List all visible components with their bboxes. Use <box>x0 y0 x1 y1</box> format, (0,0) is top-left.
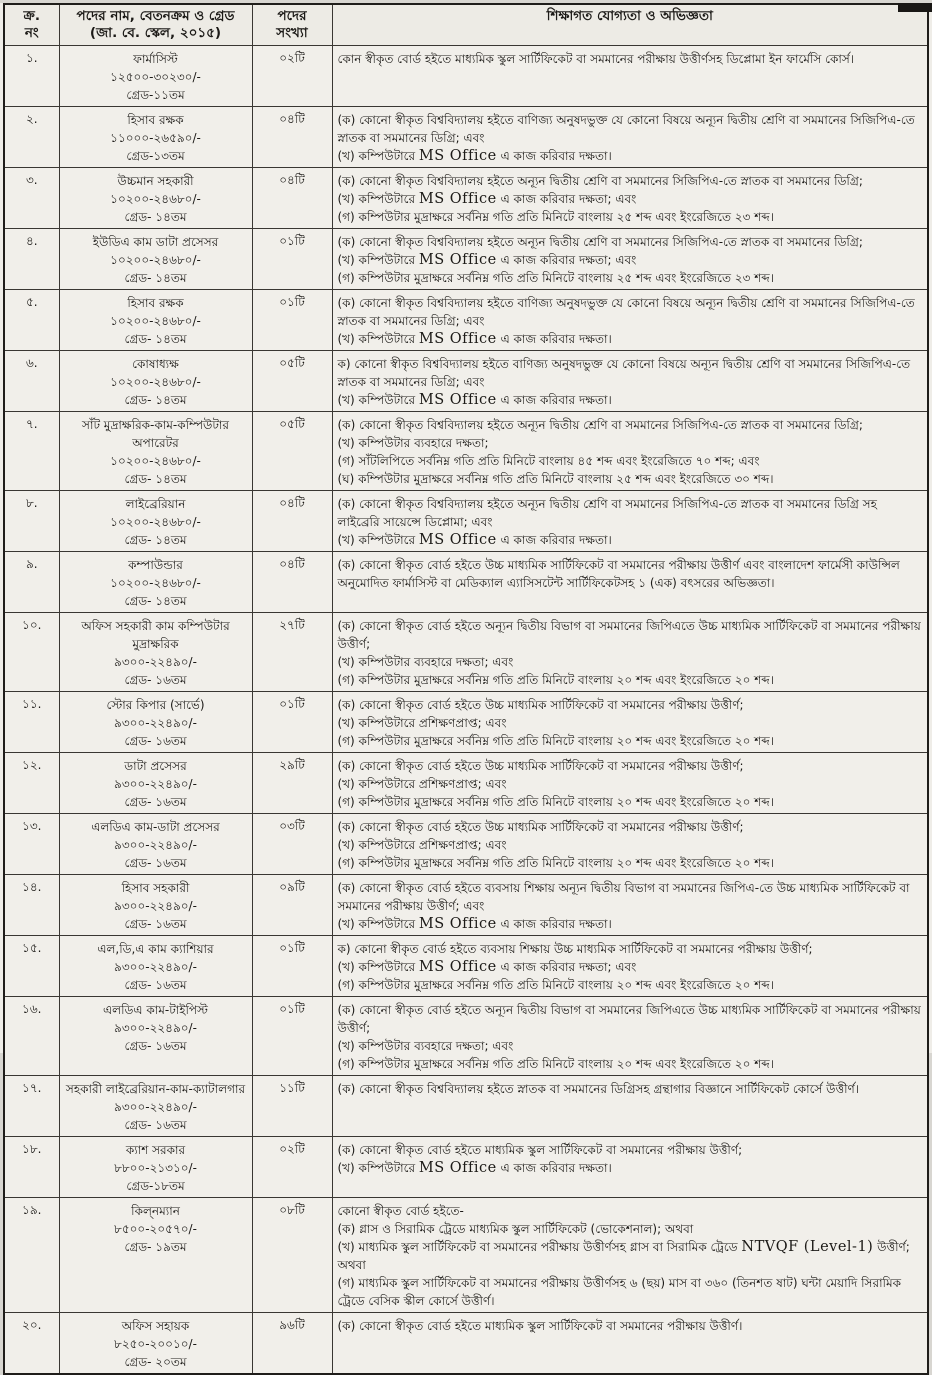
qualification-cell <box>332 1198 928 1313</box>
pay-scale: ৯৩০০-২২৪৯০/- <box>114 655 197 669</box>
pay-scale: ১০২০০-২৪৬৮০/- <box>110 375 201 389</box>
post-cell <box>59 997 252 1076</box>
qualification-line: (গ) কম্পিউটার মুদ্রাক্ষরে সর্বনিম্ন গতি প্রতি মিনিটে বাংলায় ২৫ শব্দ এবং ইংরেজিতে ২৩ শব্দ। <box>337 271 775 285</box>
pay-scale: ১০২০০-২৪৬৮০/- <box>110 576 201 590</box>
vacancy-count: ০১টি <box>252 936 332 997</box>
table-row <box>4 229 928 290</box>
pay-scale: ৮২৫০-২০০১০/- <box>114 1337 197 1351</box>
qualification-line: (গ) কম্পিউটার মুদ্রাক্ষরে সর্বনিম্ন গতি প্রতি মিনিটে বাংলায় ২৫ শব্দ এবং ইংরেজিতে ২৩ শব্দ। <box>337 210 775 224</box>
table-row <box>4 997 928 1076</box>
table-row <box>4 1076 928 1137</box>
serial-cell: ১৮. <box>4 1137 59 1198</box>
qualification-line: (ক) কোনো স্বীকৃত বোর্ড হইতে উচ্চ মাধ্যমিক সার্টিফিকেট বা সমমানের পরীক্ষায় উত্তীর্ণ; <box>337 759 744 773</box>
table-header <box>4 4 928 46</box>
header-serial-line2: নং <box>24 25 39 41</box>
english-term-ms-office: MS Office <box>418 1160 497 1176</box>
grade: গ্রেড- ১৬তম <box>124 856 187 870</box>
table-row <box>4 875 928 936</box>
table-row <box>4 290 928 351</box>
post-name: হিসাব রক্ষক <box>127 113 184 127</box>
post-cell <box>59 229 252 290</box>
pay-scale: ১২৫০০-৩০২৩০/- <box>110 70 201 84</box>
serial-cell: ৭. <box>4 412 59 491</box>
qualification-line: (ক) কোনো স্বীকৃত বিশ্ববিদ্যালয় হইতে অন্যূন দ্বিতীয় শ্রেণি বা সমমানের সিজিপিএ-তে স্নাতক বা সমমানের ডিগ্রি; <box>337 174 863 188</box>
serial-cell: ৩. <box>4 168 59 229</box>
post-name: ডাটা প্রসেসর <box>124 759 187 773</box>
post-name: কম্পাউন্ডার <box>128 558 183 572</box>
table-row <box>4 814 928 875</box>
post-name: এল,ডি,এ কাম ক্যাশিয়ার <box>97 942 214 956</box>
post-name: সাঁট মুদ্রাক্ষরিক-কাম-কম্পিউটার অপারেটর <box>82 418 229 450</box>
qualification-line: (ক) কোনো স্বীকৃত বোর্ড হইতে অন্যূন দ্বিতীয় বিভাগ বা সমমানের জিপিএতে উচ্চ মাধ্যমিক সার্টিফিকেট বা সমমানের পরীক্ষায় উত্তীর্ণ; <box>337 1003 921 1035</box>
qualification-line: (খ) কম্পিউটারে MS Office এ কাজ করিবার দক্ষতা। <box>337 916 612 932</box>
post-name: লাইব্রেরিয়ান <box>125 497 186 511</box>
post-name: উচ্চমান সহকারী <box>117 174 194 188</box>
header-count-line2: সংখ্যা <box>276 25 308 41</box>
pay-scale: ৯৩০০-২২৪৯০/- <box>114 716 197 730</box>
serial-cell: ১১. <box>4 692 59 753</box>
grade: গ্রেড- ১৬তম <box>124 1039 187 1053</box>
serial-cell: ১৫. <box>4 936 59 997</box>
post-cell <box>59 1137 252 1198</box>
job-circular-table <box>3 3 929 1375</box>
header-serial <box>4 4 59 46</box>
vacancy-count: ০১টি <box>252 692 332 753</box>
scan-artifact-mark <box>898 3 932 12</box>
qualification-line: (খ) কম্পিউটারে MS Office এ কাজ করিবার দক্ষতা; এবং <box>337 959 637 975</box>
english-term-ms-office: MS Office <box>418 392 497 408</box>
qualification-cell <box>332 875 928 936</box>
header-count <box>252 4 332 46</box>
grade: গ্রেড- ১৬তম <box>124 917 187 931</box>
post-cell <box>59 1076 252 1137</box>
pay-scale: ১০২০০-২৪৬৮০/- <box>110 454 201 468</box>
qualification-line: কোন স্বীকৃত বোর্ড হইতে মাধ্যমিক স্কুল সার্টিফিকেট বা সমমানের পরীক্ষায় উত্তীর্ণসহ ডিপ্লোমা ইন ফার্মেসি কোর্স। <box>337 52 855 66</box>
grade: গ্রেড- ১৪তম <box>124 210 187 224</box>
post-name: ফার্মাসিস্ট <box>133 52 178 66</box>
qualification-line: (খ) কম্পিউটারে প্রশিক্ষণপ্রাপ্ত; এবং <box>337 838 507 852</box>
serial-cell: ১৭. <box>4 1076 59 1137</box>
serial-cell: ১৪. <box>4 875 59 936</box>
grade: গ্রেড-১১তম <box>126 88 185 102</box>
grade: গ্রেড-১৩তম <box>126 149 185 163</box>
grade: গ্রেড- ১৪তম <box>124 271 187 285</box>
header-qualification: শিক্ষাগত যোগ্যতা ও অভিজ্ঞতা <box>332 4 928 46</box>
grade: গ্রেড- ১৬তম <box>124 1118 187 1132</box>
post-name: ক্যাশ সরকার <box>125 1143 186 1157</box>
serial-cell: ৯. <box>4 552 59 613</box>
qualification-line: (গ) মাধ্যমিক স্কুল সার্টিফিকেট বা সমমানের পরীক্ষায় উত্তীর্ণসহ ৬ (ছয়) মাস বা ৩৬০ (তিনশত ষাট) ঘন্টা মেয়াদি সিরামিক ট্রেডে বেসিক স্কীল কোর্সে উত্তীর্ণ। <box>337 1276 902 1308</box>
vacancy-count: ০৪টি <box>252 552 332 613</box>
post-cell <box>59 290 252 351</box>
grade: গ্রেড-১৮তম <box>126 1179 185 1193</box>
post-cell <box>59 753 252 814</box>
post-cell <box>59 107 252 168</box>
post-name: হিসাব সহকারী <box>121 881 190 895</box>
qualification-line: (ঘ) কম্পিউটার মুদ্রাক্ষরে সর্বনিম্ন গতি প্রতি মিনিটে বাংলায় ২৫ শব্দ এবং ইংরেজিতে ৩০ শব্দ। <box>337 472 774 486</box>
qualification-line: (গ) কম্পিউটার মুদ্রাক্ষরে সর্বনিম্ন গতি প্রতি মিনিটে বাংলায় ২০ শব্দ এবং ইংরেজিতে ২০ শব্দ। <box>337 673 775 687</box>
qualification-cell <box>332 491 928 552</box>
pay-scale: ১০২০০-২৪৬৮০/- <box>110 253 201 267</box>
serial-cell: ৮. <box>4 491 59 552</box>
qualification-cell <box>332 613 928 692</box>
qualification-line: (ক) কোনো স্বীকৃত বিশ্ববিদ্যালয় হইতে অন্যূন দ্বিতীয় শ্রেণি বা সমমানের সিজিপিএ-তে স্নাতক বা সমমানের ডিগ্রি সহ লাইব্রেরি সায়েন্সে ডিপ্লোমা; এবং <box>337 497 877 529</box>
post-cell <box>59 692 252 753</box>
qualification-line: (ক) কোনো স্বীকৃত বোর্ড হইতে উচ্চ মাধ্যমিক সার্টিফিকেট বা সমমানের পরীক্ষায় উত্তীর্ণ এবং বাংলাদেশ ফার্মেসী কাউন্সিল অনুমোদিত ফার্মাসিস্ট বা মেডিক্যাল এ্যাসিসটেন্ট সার্টিফিকেটসহ ১ (এক) বৎসরের অভিজ্ঞতা। <box>337 558 900 590</box>
serial-cell: ২. <box>4 107 59 168</box>
serial-cell: ১০. <box>4 613 59 692</box>
table-body <box>4 46 928 1375</box>
table-row <box>4 552 928 613</box>
post-cell <box>59 351 252 412</box>
post-cell <box>59 875 252 936</box>
vacancy-count: ০২টি <box>252 46 332 107</box>
qualification-cell <box>332 229 928 290</box>
grade: গ্রেড- ১৯তম <box>124 1240 187 1254</box>
english-term-ms-office: MS Office <box>418 916 497 932</box>
qualification-line: (ক) কোনো স্বীকৃত বিশ্ববিদ্যালয় হইতে বাণিজ্য অনুষদভুক্ত যে কোনো বিষয়ে অন্যূন দ্বিতীয় শ্রেণি বা সমমানের সিজিপিএ-তে স্নাতক বা সমমানের ডিগ্রি; এবং <box>337 113 915 145</box>
post-cell <box>59 1313 252 1375</box>
qualification-cell <box>332 814 928 875</box>
english-term-ntvqf: NTVQF (Level-1) <box>741 1239 874 1255</box>
post-cell <box>59 936 252 997</box>
vacancy-count: ০৯টি <box>252 875 332 936</box>
table-row <box>4 351 928 412</box>
qualification-line: (খ) কম্পিউটারে MS Office এ কাজ করিবার দক্ষতা; এবং <box>337 191 637 207</box>
qualification-cell <box>332 1076 928 1137</box>
vacancy-count: ৯৬টি <box>252 1313 332 1375</box>
qualification-line: ক) কোনো স্বীকৃত বোর্ড হইতে ব্যবসায় শিক্ষায় উচ্চ মাধ্যমিক সার্টিফিকেট বা সমমানের পরীক্ষায় উত্তীর্ণ; <box>337 942 813 956</box>
qualification-line: (খ) কম্পিউটারে MS Office এ কাজ করিবার দক্ষতা। <box>337 392 612 408</box>
vacancy-count: ০৪টি <box>252 168 332 229</box>
serial-cell: ১২. <box>4 753 59 814</box>
qualification-line: (খ) কম্পিউটারে MS Office এ কাজ করিবার দক্ষতা। <box>337 532 612 548</box>
scanned-job-circular-page <box>0 3 932 1369</box>
english-term-ms-office: MS Office <box>418 331 497 347</box>
grade: গ্রেড- ১৬তম <box>124 734 187 748</box>
post-name: এলডিএ কাম-ডাটা প্রসেসর <box>91 820 220 834</box>
qualification-cell <box>332 1137 928 1198</box>
post-name: অফিস সহকারী কাম কম্পিউটার মুদ্রাক্ষরিক <box>81 619 230 651</box>
vacancy-count: ০১টি <box>252 229 332 290</box>
post-name: অফিস সহায়ক <box>121 1319 190 1333</box>
vacancy-count: ০৫টি <box>252 412 332 491</box>
grade: গ্রেড- ১৬তম <box>124 978 187 992</box>
qualification-line: (খ) মাধ্যমিক স্কুল সার্টিফিকেট বা সমমানের পরীক্ষায় উত্তীর্ণসহ গ্লাস বা সিরামিক ট্রেডে NTVQF (Level-1) উত্তীর্ণ; অথবা <box>337 1239 910 1272</box>
vacancy-count: ১১টি <box>252 1076 332 1137</box>
table-row <box>4 753 928 814</box>
table-row <box>4 692 928 753</box>
qualification-cell <box>332 46 928 107</box>
post-name: স্টোর কিপার (সার্ভে) <box>106 698 205 712</box>
table-row <box>4 936 928 997</box>
qualification-line: (গ) কম্পিউটার মুদ্রাক্ষরে সর্বনিম্ন গতি প্রতি মিনিটে বাংলায় ২০ শব্দ এবং ইংরেজিতে ২০ শব্দ। <box>337 856 775 870</box>
qualification-cell <box>332 1313 928 1375</box>
vacancy-count: ০১টি <box>252 997 332 1076</box>
post-name: এলডিএ কাম-টাইপিস্ট <box>103 1003 208 1017</box>
serial-cell: ১৬. <box>4 997 59 1076</box>
qualification-line: (খ) কম্পিউটারে MS Office এ কাজ করিবার দক্ষতা; এবং <box>337 252 637 268</box>
pay-scale: ১১০০০-২৬৫৯০/- <box>110 131 201 145</box>
qualification-cell <box>332 692 928 753</box>
qualification-line: (খ) কম্পিউটারে MS Office এ কাজ করিবার দক্ষতা। <box>337 148 612 164</box>
qualification-cell <box>332 168 928 229</box>
post-name: সহকারী লাইব্রেরিয়ান-কাম-ক্যাটালগার <box>65 1082 246 1096</box>
grade: গ্রেড- ১৪তম <box>124 472 187 486</box>
pay-scale: ১০২০০-২৪৬৮০/- <box>110 314 201 328</box>
serial-cell: ১. <box>4 46 59 107</box>
vacancy-count: ০৪টি <box>252 491 332 552</box>
qualification-line: (ক) কোনো স্বীকৃত বোর্ড হইতে অন্যূন দ্বিতীয় বিভাগ বা সমমানের জিপিএতে উচ্চ মাধ্যমিক সার্টিফিকেট বা সমমানের পরীক্ষায় উত্তীর্ণ; <box>337 619 921 651</box>
grade: গ্রেড- ১৪তম <box>124 533 187 547</box>
table-row <box>4 491 928 552</box>
vacancy-count: ০৩টি <box>252 814 332 875</box>
qualification-cell <box>332 412 928 491</box>
qualification-line: (খ) কম্পিউটারে MS Office এ কাজ করিবার দক্ষতা। <box>337 331 612 347</box>
qualification-cell <box>332 997 928 1076</box>
qualification-line: কোনো স্বীকৃত বোর্ড হইতে- <box>337 1204 464 1218</box>
english-term-ms-office: MS Office <box>418 532 497 548</box>
pay-scale: ৯৩০০-২২৪৯০/- <box>114 838 197 852</box>
serial-cell: ২০. <box>4 1313 59 1375</box>
pay-scale: ৮৮০০-২১৩১০/- <box>114 1161 197 1175</box>
qualification-line: (ক) কোনো স্বীকৃত বিশ্ববিদ্যালয় হইতে অন্যূন দ্বিতীয় শ্রেণি বা সমমানের সিজিপিএ-তে স্নাতক বা সমমানের ডিগ্রি; <box>337 418 863 432</box>
qualification-line: (গ) কম্পিউটার মুদ্রাক্ষরে সর্বনিম্ন গতি প্রতি মিনিটে বাংলায় ২০ শব্দ এবং ইংরেজিতে ২০ শব্দ। <box>337 1057 775 1071</box>
header-count-line1: পদের <box>277 8 307 24</box>
qualification-line: (ক) কোনো স্বীকৃত বোর্ড হইতে মাধ্যমিক স্কুল সার্টিফিকেট বা সমমানের পরীক্ষায় উত্তীর্ণ। <box>337 1319 743 1333</box>
english-term-ms-office: MS Office <box>418 252 497 268</box>
english-term-ms-office: MS Office <box>418 148 497 164</box>
post-cell <box>59 168 252 229</box>
grade: গ্রেড- ১৪তম <box>124 594 187 608</box>
serial-cell: ১৯. <box>4 1198 59 1313</box>
grade: গ্রেড- ২০তম <box>124 1355 187 1369</box>
qualification-line: (ক) কোনো স্বীকৃত বোর্ড হইতে উচ্চ মাধ্যমিক সার্টিফিকেট বা সমমানের পরীক্ষায় উত্তীর্ণ; <box>337 820 744 834</box>
qualification-line: (ক) কোনো স্বীকৃত বোর্ড হইতে ব্যবসায় শিক্ষায় অন্যূন দ্বিতীয় বিভাগ বা সমমানের জিপিএ-তে উচ্চ মাধ্যমিক সার্টিফিকেট বা সমমানের পরীক্ষায় উত্তীর্ণ; এবং <box>337 881 910 913</box>
pay-scale: ১০২০০-২৪৬৮০/- <box>110 515 201 529</box>
vacancy-count: ০১টি <box>252 290 332 351</box>
qualification-cell <box>332 351 928 412</box>
vacancy-count: ০২টি <box>252 1137 332 1198</box>
pay-scale: ৮৫০০-২০৫৭০/- <box>114 1222 197 1236</box>
pay-scale: ৯৩০০-২২৪৯০/- <box>114 1100 197 1114</box>
qualification-line: (গ) কম্পিউটার মুদ্রাক্ষরে সর্বনিম্ন গতি প্রতি মিনিটে বাংলায় ২০ শব্দ এবং ইংরেজিতে ২০ শব্দ। <box>337 734 775 748</box>
post-name: ইউডিএ কাম ডাটা প্রসেসর <box>92 235 219 249</box>
serial-cell: ৬. <box>4 351 59 412</box>
qualification-line: (খ) কম্পিউটারে প্রশিক্ষণপ্রাপ্ত; এবং <box>337 777 507 791</box>
post-cell <box>59 412 252 491</box>
header-post-line1: পদের নাম, বেতনক্রম ও গ্রেড <box>76 8 235 24</box>
serial-cell: ৪. <box>4 229 59 290</box>
post-cell <box>59 1198 252 1313</box>
qualification-line: (খ) কম্পিউটার ব্যবহারে দক্ষতা; এবং <box>337 1039 514 1053</box>
qualification-line: (ক) কোনো স্বীকৃত বোর্ড হইতে উচ্চ মাধ্যমিক সার্টিফিকেট বা সমমানের পরীক্ষায় উত্তীর্ণ; <box>337 698 744 712</box>
vacancy-count: ০৫টি <box>252 351 332 412</box>
pay-scale: ৯৩০০-২২৪৯০/- <box>114 777 197 791</box>
serial-cell: ১৩. <box>4 814 59 875</box>
serial-cell: ৫. <box>4 290 59 351</box>
pay-scale: ৯৩০০-২২৪৯০/- <box>114 960 197 974</box>
pay-scale: ৯৩০০-২২৪৯০/- <box>114 1021 197 1035</box>
qualification-line: (খ) কম্পিউটার ব্যবহারে দক্ষতা; <box>337 436 489 450</box>
table-row <box>4 412 928 491</box>
post-name: হিসাব রক্ষক <box>127 296 184 310</box>
english-term-ms-office: MS Office <box>418 191 497 207</box>
table-row <box>4 46 928 107</box>
post-name: কিল্নম্যান <box>131 1204 180 1218</box>
header-post <box>59 4 252 46</box>
header-post-line2: (জা. বে. স্কেল, ২০১৫) <box>89 25 222 41</box>
table-row <box>4 613 928 692</box>
vacancy-count: ২৯টি <box>252 753 332 814</box>
grade: গ্রেড- ১৪তম <box>124 332 187 346</box>
vacancy-count: ২৭টি <box>252 613 332 692</box>
post-cell <box>59 491 252 552</box>
pay-scale: ১০২০০-২৪৬৮০/- <box>110 192 201 206</box>
table-row <box>4 168 928 229</box>
qualification-line: (ক) গ্লাস ও সিরামিক ট্রেডে মাধ্যমিক স্কুল সার্টিফিকেট (ভোকেশনাল); অথবা <box>337 1222 694 1236</box>
table-row <box>4 1313 928 1375</box>
qualification-cell <box>332 107 928 168</box>
table-row <box>4 107 928 168</box>
table-row <box>4 1137 928 1198</box>
qualification-cell <box>332 753 928 814</box>
qualification-line: (ক) কোনো স্বীকৃত বোর্ড হইতে মাধ্যমিক স্কুল সার্টিফিকেট বা সমমানের পরীক্ষায় উত্তীর্ণ; <box>337 1143 743 1157</box>
grade: গ্রেড- ১৬তম <box>124 673 187 687</box>
qualification-line: (খ) কম্পিউটারে MS Office এ কাজ করিবার দক্ষতা। <box>337 1160 612 1176</box>
qualification-cell <box>332 936 928 997</box>
qualification-line: (খ) কম্পিউটারে প্রশিক্ষণপ্রাপ্ত; এবং <box>337 716 507 730</box>
qualification-line: ক) কোনো স্বীকৃত বিশ্ববিদ্যালয় হইতে বাণিজ্য অনুষদভুক্ত যে কোনো বিষয়ে অন্যূন দ্বিতীয় শ্রেণি বা সমমানের সিজিপিএ-তে স্নাতক বা সমমানের ডিগ্রি; এবং <box>337 357 911 389</box>
qualification-line: (গ) সাঁটলিপিতে সর্বনিম্ন গতি প্রতি মিনিটে বাংলায় ৪৫ শব্দ এবং ইংরেজিতে ৭০ শব্দ; এবং <box>337 454 760 468</box>
english-term-ms-office: MS Office <box>418 959 497 975</box>
post-cell <box>59 552 252 613</box>
qualification-line: (গ) কম্পিউটার মুদ্রাক্ষরে সর্বনিম্ন গতি প্রতি মিনিটে বাংলায় ২০ শব্দ এবং ইংরেজিতে ২০ শব্দ। <box>337 978 775 992</box>
qualification-line: (ক) কোনো স্বীকৃত বিশ্ববিদ্যালয় হইতে বাণিজ্য অনুষদভুক্ত যে কোনো বিষয়ে অন্যূন দ্বিতীয় শ্রেণি বা সমমানের সিজিপিএ-তে স্নাতক বা সমমানের ডিগ্রি; এবং <box>337 296 915 328</box>
post-cell <box>59 613 252 692</box>
post-cell <box>59 46 252 107</box>
table-row <box>4 1198 928 1313</box>
vacancy-count: ০৮টি <box>252 1198 332 1313</box>
header-row <box>4 4 928 46</box>
qualification-line: (ক) কোনো স্বীকৃত বিশ্ববিদ্যালয় হইতে অন্যূন দ্বিতীয় শ্রেণি বা সমমানের সিজিপিএ-তে স্নাতক বা সমমানের ডিগ্রি; <box>337 235 863 249</box>
grade: গ্রেড- ১৬তম <box>124 795 187 809</box>
pay-scale: ৯৩০০-২২৪৯০/- <box>114 899 197 913</box>
post-name: কোষাধ্যক্ষ <box>132 357 179 371</box>
grade: গ্রেড- ১৪তম <box>124 393 187 407</box>
qualification-line: (গ) কম্পিউটার মুদ্রাক্ষরে সর্বনিম্ন গতি প্রতি মিনিটে বাংলায় ২০ শব্দ এবং ইংরেজিতে ২০ শব্দ। <box>337 795 775 809</box>
qualification-cell <box>332 552 928 613</box>
qualification-line: (খ) কম্পিউটার ব্যবহারে দক্ষতা; এবং <box>337 655 514 669</box>
header-serial-line1: ক্র. <box>23 8 40 24</box>
post-cell <box>59 814 252 875</box>
qualification-cell <box>332 290 928 351</box>
vacancy-count: ০৪টি <box>252 107 332 168</box>
qualification-line: (ক) কোনো স্বীকৃত বিশ্ববিদ্যালয় হইতে স্নাতক বা সমমানের ডিগ্রিসহ গ্রন্থাগার বিজ্ঞানে সার্টিফিকেট কোর্সে উত্তীর্ণ। <box>337 1082 860 1096</box>
